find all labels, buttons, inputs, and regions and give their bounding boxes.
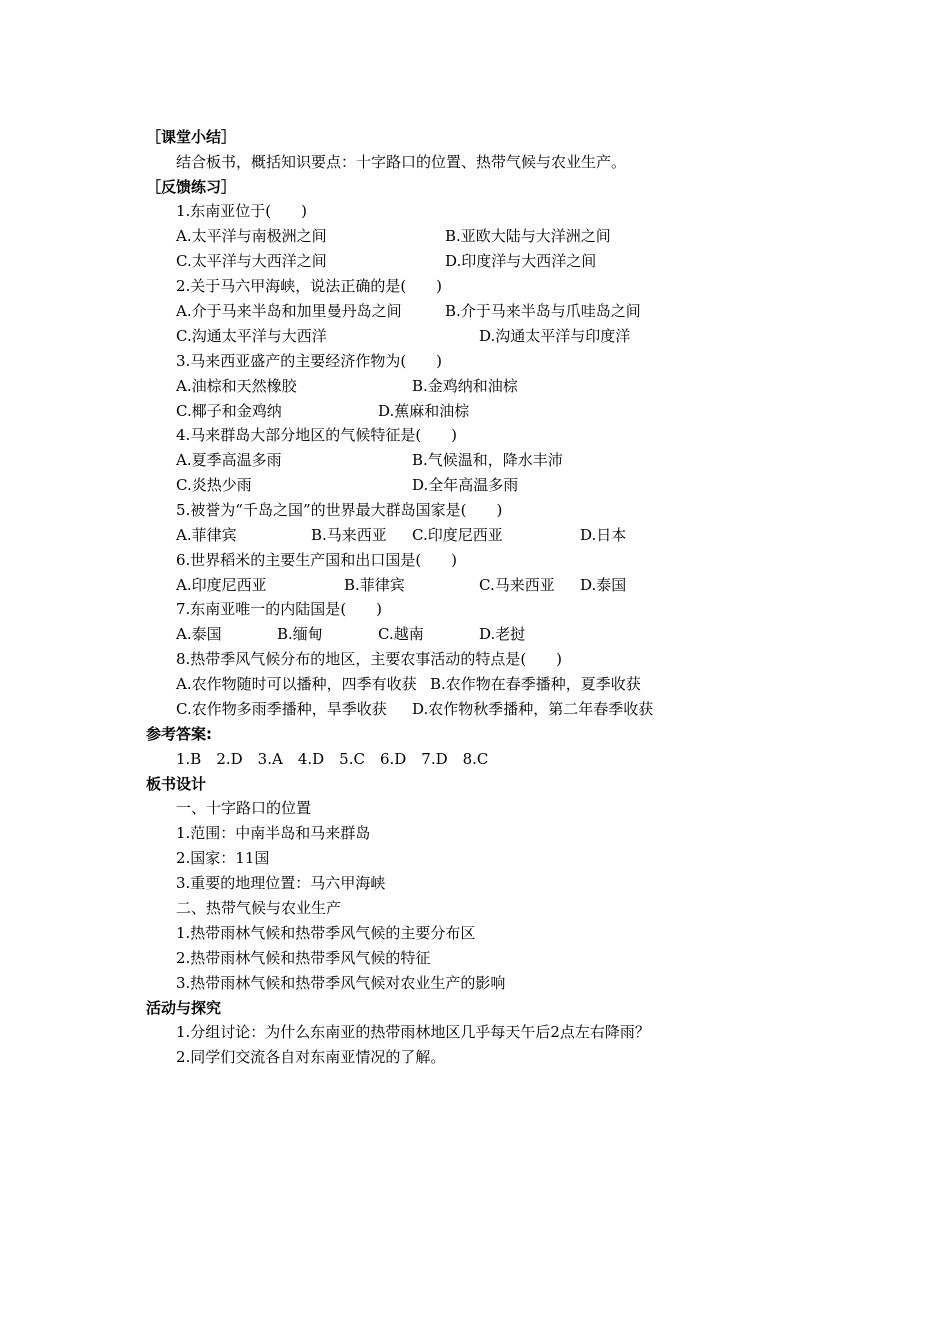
q7-option-d: D.老挝 bbox=[479, 625, 526, 643]
q8-option-a: A.农作物随时可以播种，四季有收获 bbox=[176, 675, 417, 693]
activity-line: 1.分组讨论：为什么东南亚的热带雨林地区几乎每天午后2点左右降雨？ bbox=[176, 1023, 650, 1041]
q2-option-a: A.介于马来半岛和加里曼丹岛之间 bbox=[176, 302, 402, 320]
q5-option-c: C.印度尼西亚 bbox=[412, 526, 503, 544]
board-line: 1.热带雨林气候和热带季风气候的主要分布区 bbox=[176, 924, 476, 942]
board-line: 一、十字路口的位置 bbox=[176, 799, 312, 817]
q7-option-b: B.缅甸 bbox=[277, 625, 323, 643]
q6-option-d: D.泰国 bbox=[580, 576, 627, 594]
q1-option-d: D.印度洋与大西洋之间 bbox=[445, 252, 597, 270]
q2-option-c: C.沟通太平洋与大西洋 bbox=[176, 327, 327, 345]
question-1: 1.东南亚位于( ) bbox=[176, 202, 308, 220]
q1-option-c: C.太平洋与大西洋之间 bbox=[176, 252, 327, 270]
q2-option-b: B.介于马来半岛与爪哇岛之间 bbox=[445, 302, 641, 320]
question-4: 4.马来群岛大部分地区的气候特征是( ) bbox=[176, 426, 458, 444]
q7-option-a: A.泰国 bbox=[176, 625, 222, 643]
question-6: 6.世界稻米的主要生产国和出口国是( ) bbox=[176, 551, 458, 569]
q8-option-b: B.农作物在春季播种，夏季收获 bbox=[430, 675, 641, 693]
q1-option-b: B.亚欧大陆与大洋洲之间 bbox=[445, 227, 611, 245]
q5-option-b: B.马来西亚 bbox=[311, 526, 387, 544]
board-line: 2.热带雨林气候和热带季风气候的特征 bbox=[176, 949, 431, 967]
board-line: 3.热带雨林气候和热带季风气候对农业生产的影响 bbox=[176, 974, 506, 992]
board-line: 2.国家：11国 bbox=[176, 849, 270, 867]
answers-heading: 参考答案: bbox=[146, 725, 212, 743]
q2-option-d: D.沟通太平洋与印度洋 bbox=[479, 327, 631, 345]
board-line: 1.范围：中南半岛和马来群岛 bbox=[176, 824, 371, 842]
q4-option-a: A.夏季高温多雨 bbox=[176, 451, 282, 469]
board-line: 3.重要的地理位置：马六甲海峡 bbox=[176, 874, 386, 892]
q3-option-b: B.金鸡纳和油棕 bbox=[412, 377, 518, 395]
q8-option-c: C.农作物多雨季播种，旱季收获 bbox=[176, 700, 387, 718]
q1-option-a: A.太平洋与南极洲之间 bbox=[176, 227, 327, 245]
board-heading: 板书设计 bbox=[146, 775, 207, 793]
q6-option-b: B.菲律宾 bbox=[344, 576, 405, 594]
feedback-heading: ［反馈练习］ bbox=[146, 178, 237, 196]
activity-line: 2.同学们交流各自对东南亚情况的了解。 bbox=[176, 1048, 446, 1066]
q4-option-d: D.全年高温多雨 bbox=[412, 476, 519, 494]
q5-option-d: D.日本 bbox=[580, 526, 627, 544]
answers-text: 1.B 2.D 3.A 4.D 5.C 6.D 7.D 8.C bbox=[176, 750, 489, 768]
q5-option-a: A.菲律宾 bbox=[176, 526, 237, 544]
q3-option-c: C.椰子和金鸡纳 bbox=[176, 402, 282, 420]
q3-option-d: D.蕉麻和油棕 bbox=[378, 402, 470, 420]
board-line: 二、热带气候与农业生产 bbox=[176, 899, 342, 917]
summary-text: 结合板书，概括知识要点：十字路口的位置、热带气候与农业生产。 bbox=[176, 153, 627, 171]
q4-option-b: B.气候温和，降水丰沛 bbox=[412, 451, 563, 469]
q7-option-c: C.越南 bbox=[378, 625, 424, 643]
q8-option-d: D.农作物秋季播种，第二年春季收获 bbox=[412, 700, 654, 718]
question-3: 3.马来西亚盛产的主要经济作物为( ) bbox=[176, 352, 443, 370]
question-5: 5.被誉为“千岛之国”的世界最大群岛国家是( ) bbox=[176, 501, 503, 519]
activity-heading: 活动与探究 bbox=[146, 999, 222, 1017]
q4-option-c: C.炎热少雨 bbox=[176, 476, 252, 494]
q3-option-a: A.油棕和天然橡胶 bbox=[176, 377, 297, 395]
question-2: 2.关于马六甲海峡，说法正确的是( ) bbox=[176, 277, 443, 295]
q6-option-a: A.印度尼西亚 bbox=[176, 576, 267, 594]
summary-heading: ［课堂小结］ bbox=[146, 128, 237, 146]
q6-option-c: C.马来西亚 bbox=[479, 576, 555, 594]
question-8: 8.热带季风气候分布的地区，主要农事活动的特点是( ) bbox=[176, 650, 563, 668]
question-7: 7.东南亚唯一的内陆国是( ) bbox=[176, 600, 383, 618]
